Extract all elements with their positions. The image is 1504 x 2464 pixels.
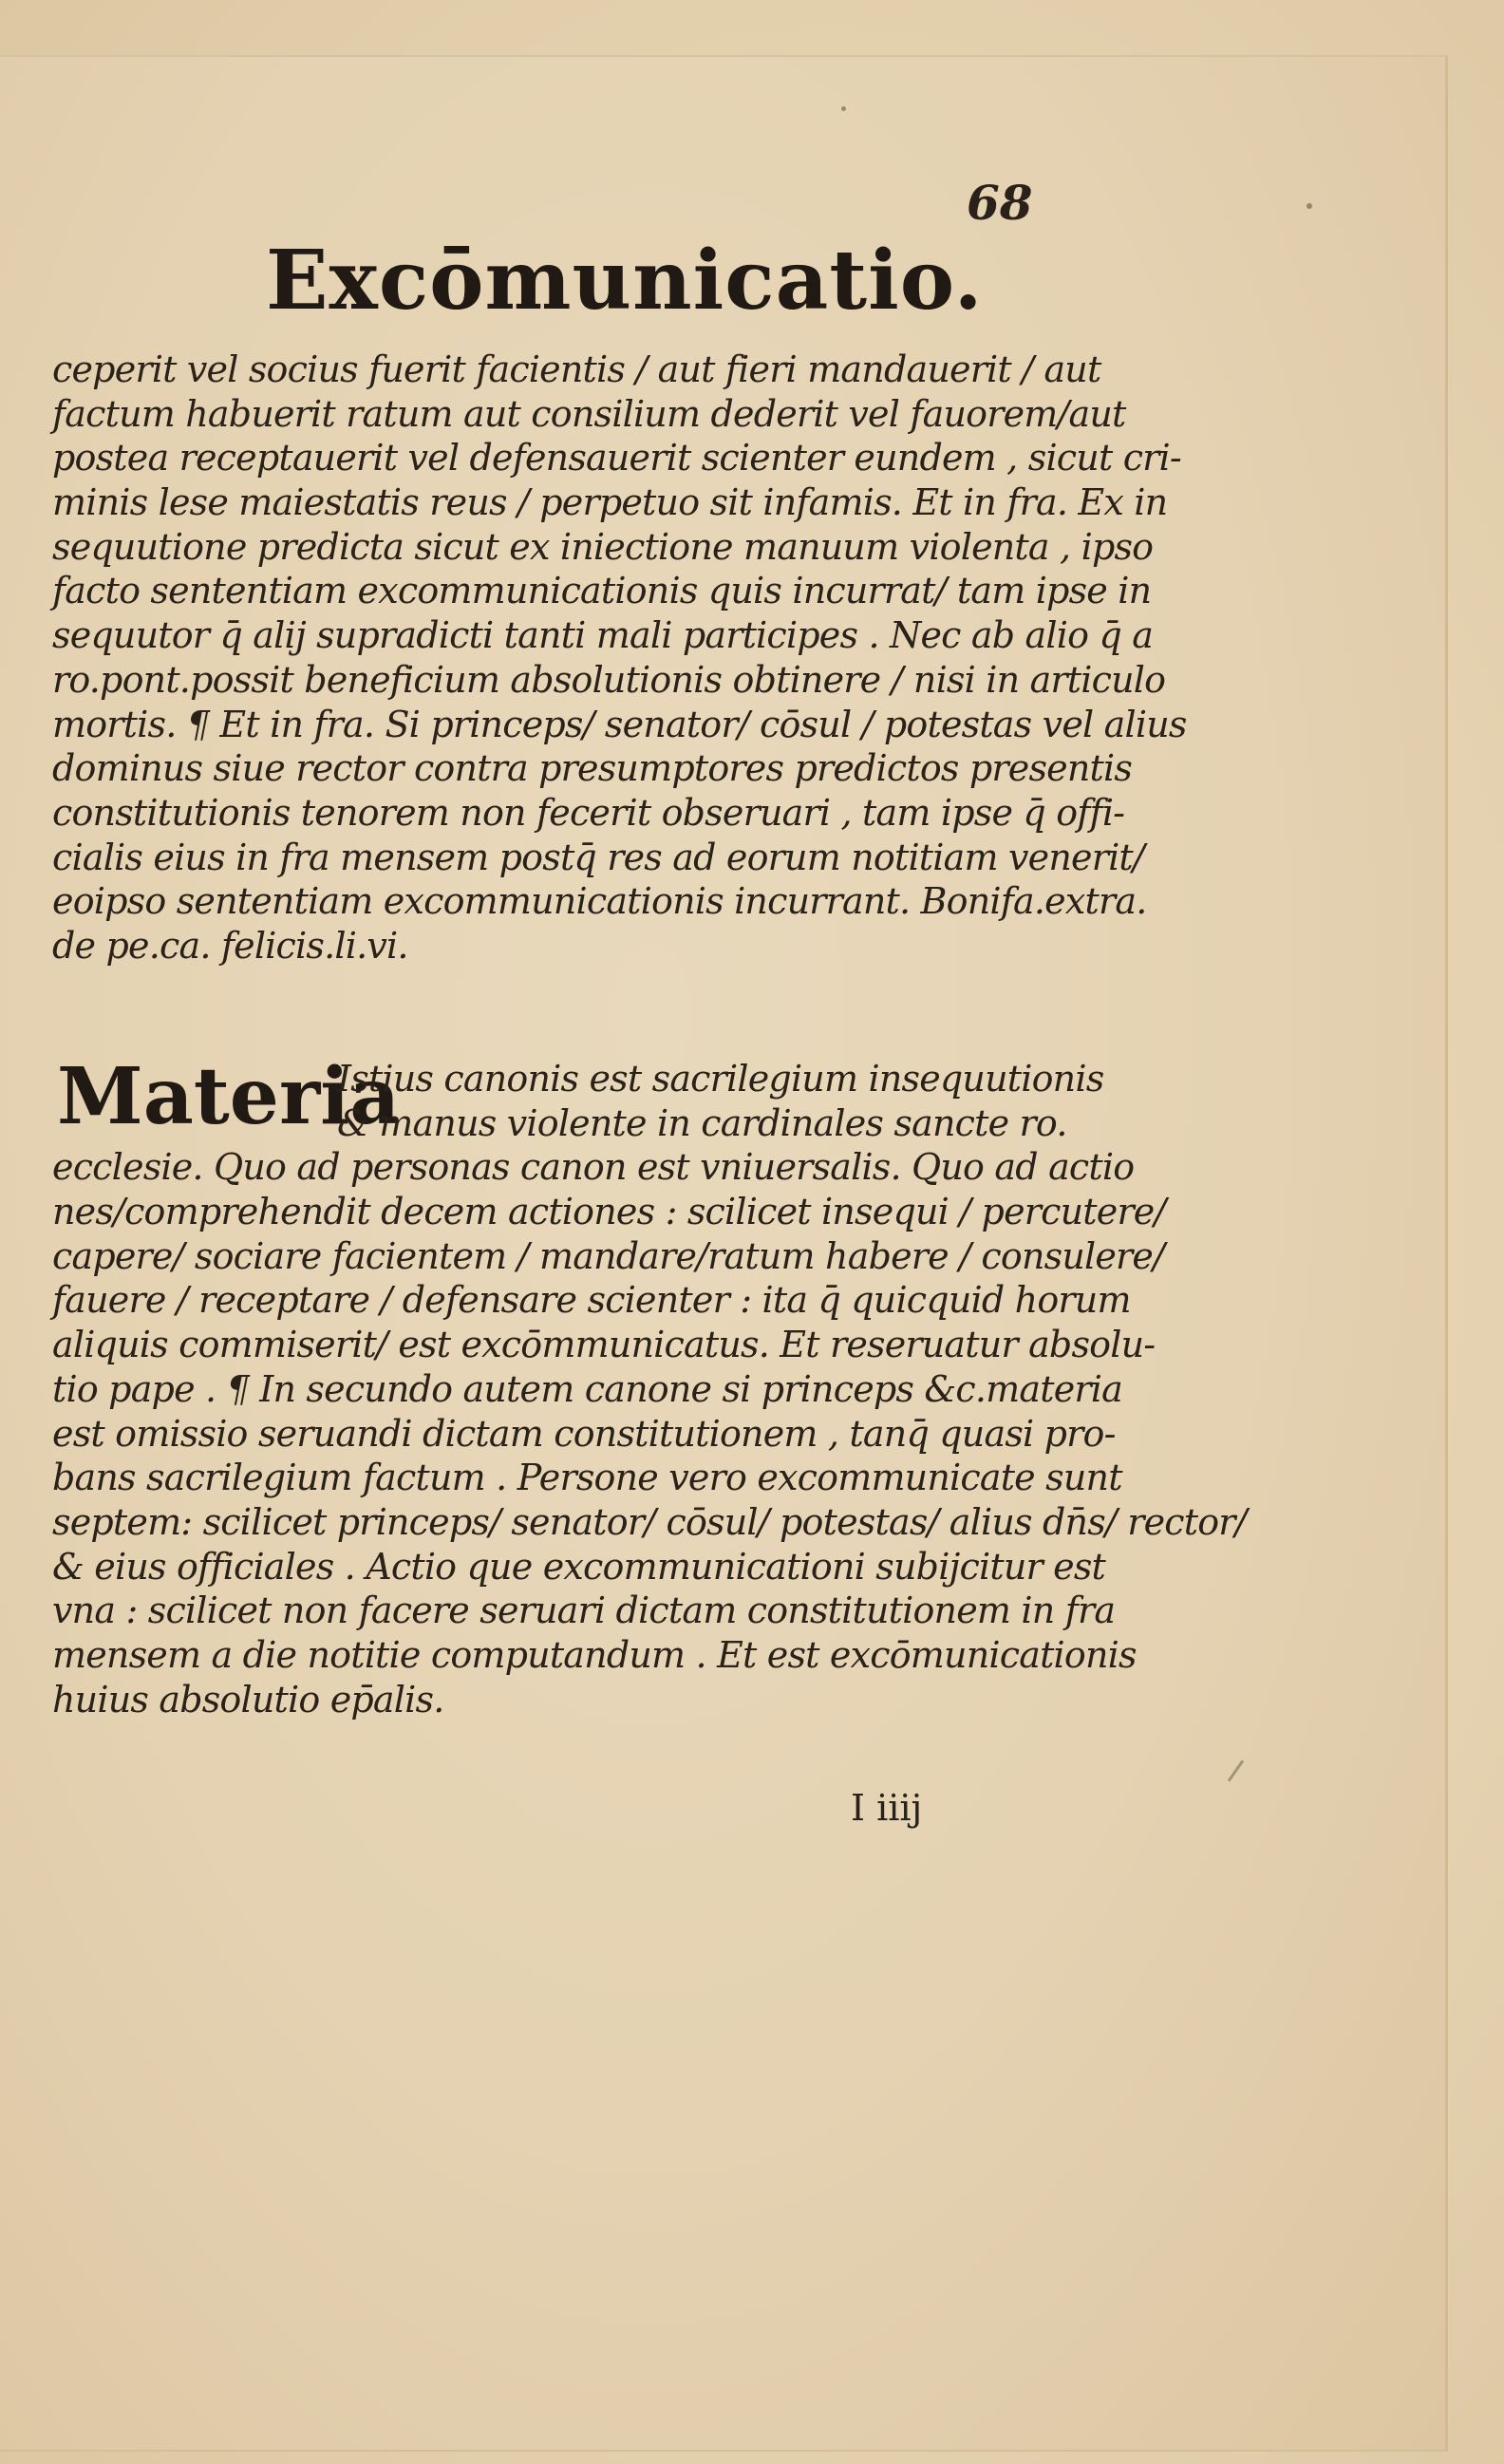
text-line: sequutione predicta sicut ex iniectione manuum violenta , ipso [52, 525, 1154, 568]
text-line: factum habuerit ratum aut consilium dederit vel fauorem/aut [52, 392, 1126, 435]
text-line: eoipso sententiam excommunicationis incurrant. Bonifa.extra. [52, 880, 1147, 923]
text-line: sequutor q̄ alij supradicti tanti mali participes . Nec ab alio q̄ a [52, 614, 1154, 657]
signature-mark: I iiij [851, 1787, 923, 1829]
text-line: capere/ sociare facientem / mandare/ratum habere / consulere/ [52, 1234, 1165, 1277]
paragraph-1 [52, 348, 1187, 969]
text-line: minis lese maiestatis reus / perpetuo sit infamis. Et in fra. Ex in [52, 481, 1168, 524]
text-line: vna : scilicet non facere seruari dictam constitutionem in fra [52, 1589, 1116, 1632]
paper-speck [841, 106, 846, 111]
text-line: facto sententiam excommunicationis quis incurrat/ tam ipse in [52, 570, 1152, 612]
text-line: ro.pont.possit beneficium absolutionis obtinere / nisi in articulo [52, 658, 1166, 701]
initial-word: Materia [57, 1051, 401, 1142]
running-head: Excōmunicatio. [266, 233, 984, 329]
text-line: tio pape . ¶ In secundo autem canone si princeps &c.materia [52, 1367, 1122, 1410]
text-line: dominus siue rector contra presumptores predictos presentis [52, 747, 1133, 790]
text-line: mortis. ¶ Et in fra. Si princeps/ senator/ cōsul / potestas vel alius [52, 703, 1187, 745]
text-line: septem: scilicet princeps/ senator/ cōsul/ potestas/ alius dn̄s/ rector/ [52, 1500, 1247, 1543]
paragraph-2 [52, 1057, 1247, 1721]
text-line: est omissio seruandi dictam constitutionem , tanq̄ quasi pro- [52, 1412, 1116, 1455]
text-line: Istius canonis est sacrilegium insequutionis [337, 1058, 1104, 1100]
text-line: ecclesie. Quo ad personas canon est vniuersalis. Quo ad actio [52, 1146, 1135, 1189]
text-line: cialis eius in fra mensem postq̄ res ad eorum notitiam venerit/ [52, 836, 1144, 878]
text-line: mensem a die notitie computandum . Et est excōmunicationis [52, 1633, 1137, 1676]
text-line: aliquis commiserit/ est excōmmunicatus. Et reseruatur absolu- [52, 1324, 1156, 1366]
text-line: & manus violente in cardinales sancte ro. [337, 1101, 1067, 1144]
text-line: ceperit vel socius fuerit facientis / aut fieri mandauerit / aut [52, 348, 1101, 390]
paper-speck [1307, 203, 1312, 209]
text-line: huius absolutio ep̄alis. [52, 1678, 444, 1721]
text-line: fauere / receptare / defensare scienter : ita q̄ quicquid horum [52, 1279, 1131, 1322]
folio-number: 68 [967, 175, 1033, 231]
text-line: & eius officiales . Actio que excommunicationi subijcitur est [52, 1545, 1106, 1588]
text-line: nes/comprehendit decem actiones : scilicet insequi / percutere/ [52, 1191, 1166, 1233]
text-line: postea receptauerit vel defensauerit scienter eundem , sicut cri- [52, 437, 1181, 480]
text-line: de pe.ca. felicis.li.vi. [52, 924, 408, 967]
text-line: bans sacrilegium factum . Persone vero excommunicate sunt [52, 1457, 1122, 1499]
text-line: constitutionis tenorem non fecerit obseruari , tam ipse q̄ offi- [52, 791, 1125, 834]
